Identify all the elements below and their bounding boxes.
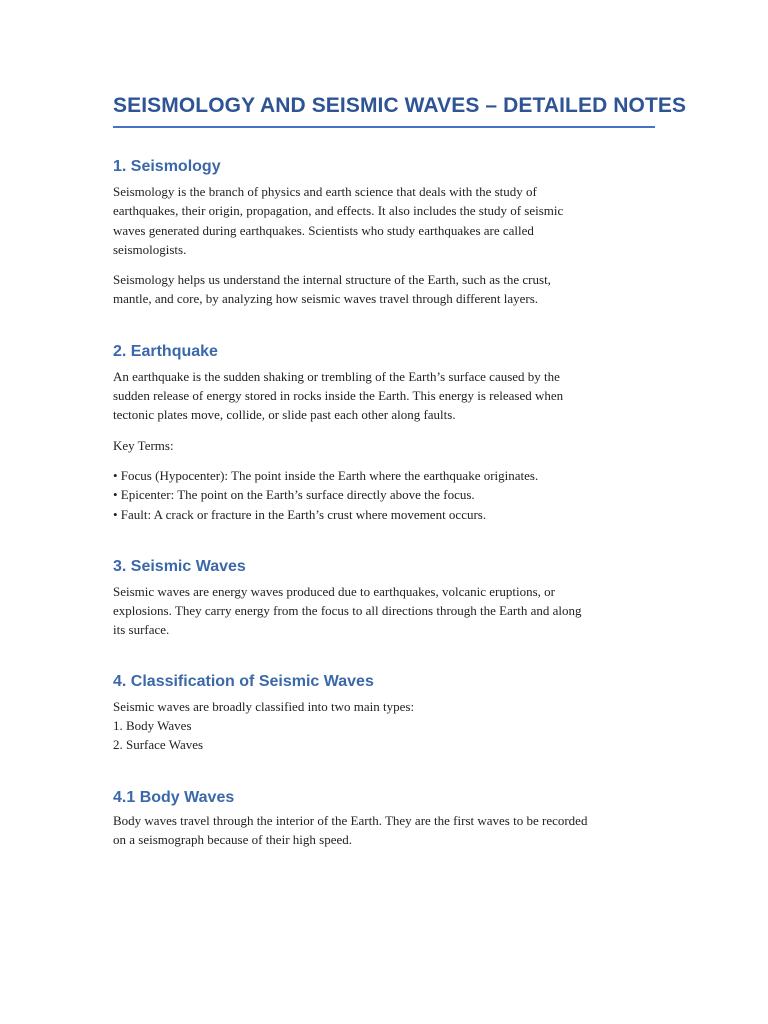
text-line: explosions. They carry energy from the focus to all directions through the Earth and along	[113, 603, 582, 619]
text-line: Seismic waves are broadly classified into two main types:	[113, 698, 415, 714]
section-heading-body-waves: 4.1 Body Waves	[113, 788, 235, 806]
list-item: 1. Body Waves	[113, 718, 192, 734]
section-heading-earthquake: 2. Earthquake	[113, 342, 218, 360]
text-line: seismologists.	[113, 241, 187, 257]
text-line: Seismology is the branch of physics and earth science that deals with the study of	[113, 184, 537, 199]
text-line: Body waves travel through the interior of the Earth. They are the first waves to be recorded	[113, 812, 588, 828]
list-item: • Fault: A crack or fracture in the Earth’s crust where movement occurs.	[113, 506, 487, 522]
text-line: Seismic waves are energy waves produced due to earthquakes, volcanic eruptions, or	[113, 583, 555, 599]
paragraph-classification	[113, 697, 655, 755]
section-heading-seismic-waves: 3. Seismic Waves	[113, 557, 246, 575]
paragraph-seismology-structure	[113, 270, 655, 309]
section-heading-classification: 4. Classification of Seismic Waves	[113, 672, 374, 690]
text-line: Seismology helps us understand the internal structure of the Earth, such as the crust,	[113, 272, 551, 288]
paragraph-seismology-definition	[113, 182, 655, 259]
paragraph-seismic-waves-definition	[113, 582, 655, 640]
document-title: SEISMOLOGY AND SEISMIC WAVES – DETAILED NOTES	[113, 92, 655, 128]
text-line: on a seismograph because of their high speed.	[113, 831, 352, 847]
section-heading-seismology: 1. Seismology	[113, 158, 221, 175]
key-terms-list	[113, 466, 655, 524]
text-line: sudden release of energy stored in rocks inside the Earth. This energy is released when	[113, 388, 564, 404]
list-item: • Focus (Hypocenter): The point inside the Earth where the earthquake originates.	[113, 467, 539, 483]
list-item: • Epicenter: The point on the Earth’s surface directly above the focus.	[113, 487, 475, 503]
document-page	[113, 92, 687, 849]
key-terms-label: Key Terms:	[113, 437, 174, 453]
text-line: waves generated during earthquakes. Scientists who study earthquakes are called	[113, 222, 534, 238]
paragraph-body-waves	[113, 811, 655, 850]
text-line: earthquakes, their origin, propagation, and effects. It also includes the study of seismic	[113, 203, 564, 219]
text-line: tectonic plates move, collide, or slide past each other along faults.	[113, 407, 456, 423]
paragraph-earthquake-definition	[113, 367, 655, 425]
text-line: An earthquake is the sudden shaking or trembling of the Earth’s surface caused by the	[113, 368, 560, 384]
text-line: its surface.	[113, 622, 170, 638]
list-item: 2. Surface Waves	[113, 737, 204, 753]
text-line: mantle, and core, by analyzing how seismic waves travel through different layers.	[113, 291, 539, 307]
